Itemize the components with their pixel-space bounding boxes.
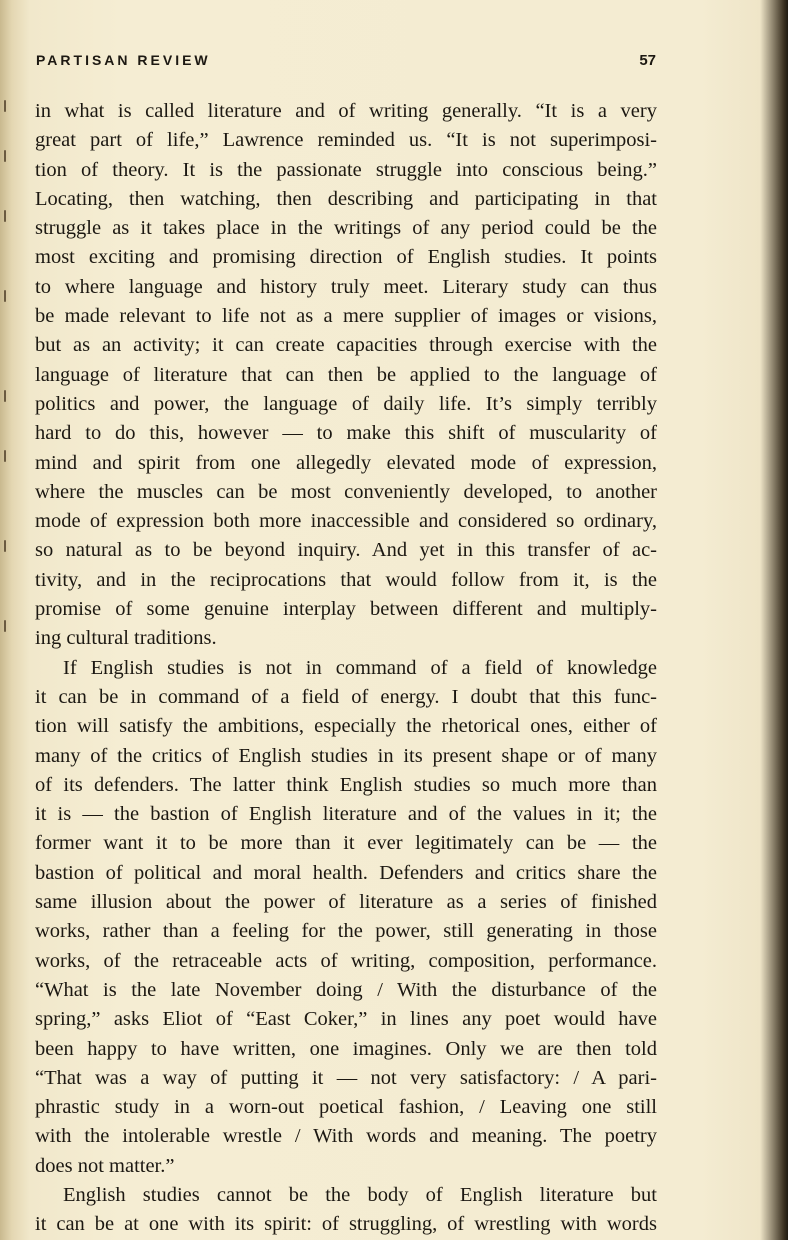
text-line: been happy to have written, one imagines. Only we are then told (35, 1037, 657, 1060)
text-line: great part of life,” Lawrence reminded us. “It is not superimposi- (35, 129, 657, 152)
text-line: most exciting and promising direction of English studies. It points (35, 246, 657, 269)
text-line: tion of theory. It is the passionate struggle into conscious being.” (35, 158, 657, 181)
page-header (36, 52, 656, 78)
text-line: phrastic study in a worn-out poetical fashion, / Leaving one still (35, 1096, 657, 1119)
text-line: so natural as to be beyond inquiry. And yet in this transfer of ac- (35, 539, 657, 562)
text-line: where the muscles can be most conveniently developed, to another (35, 480, 657, 503)
binding-edge-marks (4, 100, 12, 700)
text-line: be made relevant to life not as a mere supplier of images or visions, (35, 305, 657, 328)
text-line: many of the critics of English studies in its present shape or of many (35, 744, 657, 767)
text-line: of its defenders. The latter think English studies so much more than (35, 773, 657, 796)
text-line: mode of expression both more inaccessible and considered so ordinary, (35, 510, 657, 533)
running-title: PARTISAN REVIEW (36, 52, 211, 68)
text-line: it is — the bastion of English literature and of the values in it; the (35, 803, 657, 826)
text-line: “That was a way of putting it — not very satisfactory: / A pari- (35, 1066, 657, 1089)
text-line: hard to do this, however — to make this shift of muscularity of (35, 422, 657, 445)
body-text (35, 97, 657, 1240)
text-line: works, rather than a feeling for the power, still generating in those (35, 920, 657, 943)
text-line: mind and spirit from one allegedly elevated mode of expression, (35, 451, 657, 474)
text-line: “What is the late November doing / With the disturbance of the (35, 978, 657, 1001)
text-line: struggle as it takes place in the writings of any period could be the (35, 217, 657, 240)
text-line: works, of the retraceable acts of writing, composition, performance. (35, 949, 657, 972)
text-line: promise of some genuine interplay between different and multiply- (35, 598, 657, 621)
text-line: bastion of political and moral health. Defenders and critics share the (35, 861, 657, 884)
page-number: 57 (639, 52, 656, 69)
text-line: language of literature that can then be applied to the language of (35, 363, 657, 386)
text-line: ing cultural traditions. (35, 627, 217, 650)
text-line: it can be in command of a field of energy. I doubt that this func- (35, 685, 657, 708)
text-line: If English studies is not in command of a field of knowledge (63, 656, 657, 679)
text-line: does not matter.” (35, 1154, 175, 1177)
text-line: Locating, then watching, then describing and participating in that (35, 187, 657, 210)
text-line: spring,” asks Eliot of “East Coker,” in lines any poet would have (35, 1008, 657, 1031)
text-line: same illusion about the power of literature as a series of finished (35, 891, 657, 914)
text-line: but as an activity; it can create capacities through exercise with the (35, 334, 657, 357)
text-line: to where language and history truly meet. Literary study can thus (35, 275, 657, 298)
text-line: English studies cannot be the body of English literature but (63, 1183, 657, 1206)
text-line: tivity, and in the reciprocations that would follow from it, is the (35, 568, 657, 591)
text-line: in what is called literature and of writing generally. “It is a very (35, 100, 657, 122)
text-line: tion will satisfy the ambitions, especially the rhetorical ones, either of (35, 715, 657, 738)
text-line: with the intolerable wrestle / With words and meaning. The poetry (35, 1125, 657, 1148)
text-line: former want it to be more than it ever legitimately can be — the (35, 832, 657, 855)
text-line: politics and power, the language of daily life. It’s simply terribly (35, 392, 657, 415)
text-line: it can be at one with its spirit: of struggling, of wrestling with words (35, 1213, 657, 1236)
